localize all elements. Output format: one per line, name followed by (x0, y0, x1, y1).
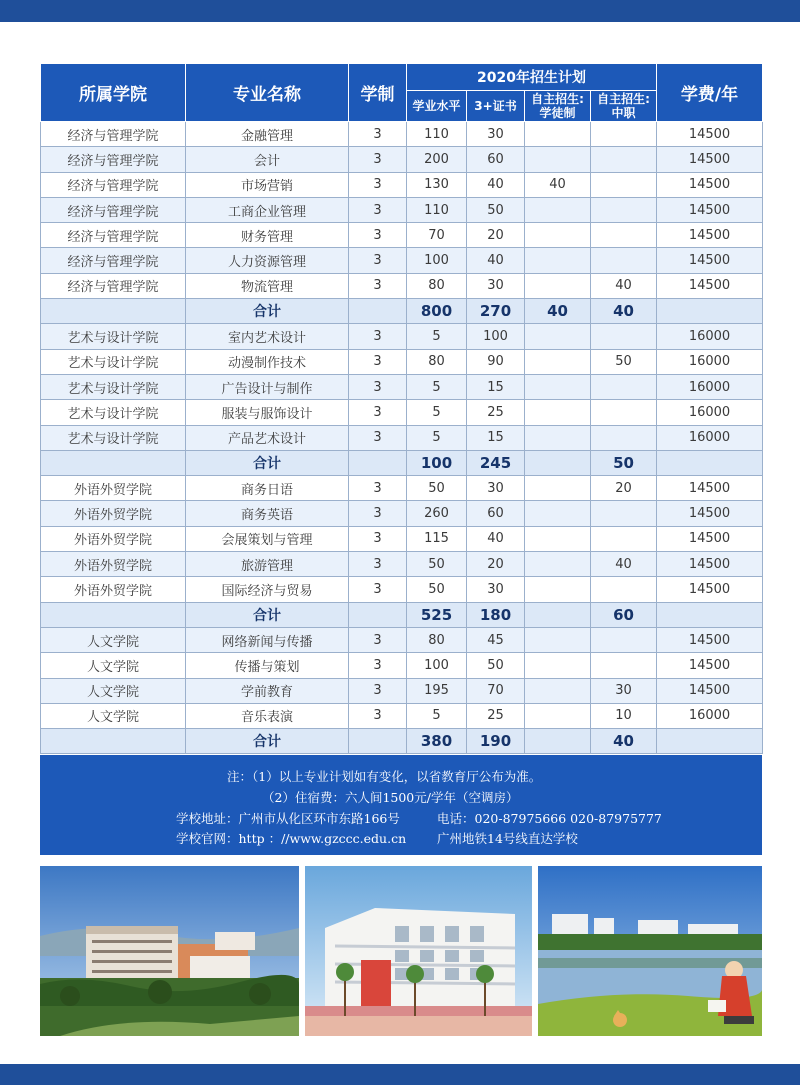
subtotal-cert: 180 (467, 602, 525, 627)
cell-empty (657, 602, 763, 627)
cell-cert: 15 (467, 374, 525, 399)
cell-fee: 14500 (657, 273, 763, 298)
table-row (41, 526, 763, 551)
cell-major: 财务管理 (186, 223, 349, 248)
cell-academic: 200 (407, 147, 467, 172)
cell-years: 3 (349, 476, 407, 501)
cell-major: 传播与策划 (186, 653, 349, 678)
cell-fee: 14500 (657, 223, 763, 248)
cell-apprenticeship (525, 425, 591, 450)
table-row (41, 678, 763, 703)
cell-cert: 25 (467, 703, 525, 728)
subtotal-apprenticeship: 40 (525, 299, 591, 324)
table-row (41, 400, 763, 425)
school-address: 学校地址：广州市从化区环市东路166号 (176, 811, 400, 826)
cell-apprenticeship (525, 526, 591, 551)
cell-apprenticeship (525, 476, 591, 501)
cell-apprenticeship (525, 653, 591, 678)
cell-major: 商务日语 (186, 476, 349, 501)
cell-apprenticeship (525, 349, 591, 374)
cell-vocational (591, 197, 657, 222)
cell-fee: 16000 (657, 324, 763, 349)
cell-years: 3 (349, 425, 407, 450)
subtotal-vocational: 50 (591, 450, 657, 475)
cell-cert: 25 (467, 400, 525, 425)
cell-major: 市场营销 (186, 172, 349, 197)
school-website: 学校官网：http ：//www.gzccc.edu.cn (176, 831, 407, 846)
cell-academic: 110 (407, 122, 467, 147)
cell-college: 艺术与设计学院 (41, 374, 186, 399)
table-row (41, 172, 763, 197)
cell-years: 3 (349, 172, 407, 197)
subtotal-vocational: 40 (591, 729, 657, 754)
cell-vocational (591, 425, 657, 450)
campus-photo-aerial (40, 866, 299, 1036)
cell-academic: 260 (407, 501, 467, 526)
notes-panel (40, 755, 762, 855)
cell-years: 3 (349, 273, 407, 298)
header-fee: 学费/年 (657, 64, 763, 122)
cell-apprenticeship (525, 374, 591, 399)
cell-vocational (591, 172, 657, 197)
cell-major: 工商企业管理 (186, 197, 349, 222)
cell-fee: 14500 (657, 653, 763, 678)
note-1: 注：（1）以上专业计划如有变化，以省教育厅公布为准。 (227, 769, 542, 784)
cell-cert: 90 (467, 349, 525, 374)
cell-years: 3 (349, 526, 407, 551)
cell-college: 人文学院 (41, 703, 186, 728)
subtotal-cert: 190 (467, 729, 525, 754)
cell-years: 3 (349, 374, 407, 399)
table-row (41, 349, 763, 374)
cell-empty (349, 450, 407, 475)
subtotal-label: 合计 (186, 450, 349, 475)
subtotal-apprenticeship (525, 450, 591, 475)
cell-cert: 30 (467, 122, 525, 147)
cell-apprenticeship (525, 627, 591, 652)
cell-college: 经济与管理学院 (41, 248, 186, 273)
cell-apprenticeship (525, 501, 591, 526)
campus-photo-building (305, 866, 532, 1036)
cell-cert: 20 (467, 223, 525, 248)
cell-major: 网络新闻与传播 (186, 627, 349, 652)
table-row (41, 273, 763, 298)
cell-vocational (591, 400, 657, 425)
cell-apprenticeship (525, 703, 591, 728)
cell-fee: 16000 (657, 400, 763, 425)
cell-academic: 110 (407, 197, 467, 222)
cell-years: 3 (349, 627, 407, 652)
subtotal-label: 合计 (186, 602, 349, 627)
cell-major: 广告设计与制作 (186, 374, 349, 399)
cell-college: 经济与管理学院 (41, 122, 186, 147)
table-row (41, 324, 763, 349)
cell-fee: 14500 (657, 627, 763, 652)
subtotal-label: 合计 (186, 729, 349, 754)
cell-college: 经济与管理学院 (41, 172, 186, 197)
enrollment-plan-table (40, 63, 763, 754)
cell-apprenticeship (525, 122, 591, 147)
cell-vocational (591, 653, 657, 678)
cell-cert: 30 (467, 577, 525, 602)
header-cert: 3+证书 (467, 91, 525, 122)
cell-cert: 60 (467, 147, 525, 172)
cell-major: 旅游管理 (186, 552, 349, 577)
cell-major: 音乐表演 (186, 703, 349, 728)
campus-photo-lake (538, 866, 762, 1036)
subtotal-row (41, 299, 763, 324)
table-row (41, 223, 763, 248)
cell-major: 服装与服饰设计 (186, 400, 349, 425)
header-vocational: 自主招生: 中职 (591, 91, 657, 122)
cell-major: 产品艺术设计 (186, 425, 349, 450)
cell-major: 会展策划与管理 (186, 526, 349, 551)
school-phone: 电话：020-87975666 020-87975777 (437, 811, 662, 826)
cell-vocational (591, 526, 657, 551)
cell-major: 会计 (186, 147, 349, 172)
cell-empty (657, 299, 763, 324)
table-row (41, 197, 763, 222)
cell-major: 国际经济与贸易 (186, 577, 349, 602)
subtotal-cert: 245 (467, 450, 525, 475)
cell-cert: 70 (467, 678, 525, 703)
cell-apprenticeship (525, 324, 591, 349)
cell-fee: 14500 (657, 248, 763, 273)
metro-info: 广州地铁14号线直达学校 (437, 831, 578, 846)
cell-academic: 50 (407, 476, 467, 501)
cell-college: 人文学院 (41, 653, 186, 678)
cell-major: 商务英语 (186, 501, 349, 526)
subtotal-vocational: 60 (591, 602, 657, 627)
cell-academic: 100 (407, 248, 467, 273)
cell-cert: 40 (467, 526, 525, 551)
cell-years: 3 (349, 197, 407, 222)
cell-years: 3 (349, 552, 407, 577)
cell-college: 艺术与设计学院 (41, 349, 186, 374)
cell-cert: 50 (467, 653, 525, 678)
cell-cert: 100 (467, 324, 525, 349)
cell-vocational: 50 (591, 349, 657, 374)
table-row (41, 122, 763, 147)
campus-photos (40, 866, 762, 1036)
table-row (41, 552, 763, 577)
cell-years: 3 (349, 577, 407, 602)
cell-vocational (591, 324, 657, 349)
cell-academic: 5 (407, 400, 467, 425)
cell-fee: 16000 (657, 703, 763, 728)
cell-cert: 60 (467, 501, 525, 526)
cell-fee: 14500 (657, 476, 763, 501)
subtotal-academic: 100 (407, 450, 467, 475)
cell-years: 3 (349, 223, 407, 248)
table-row (41, 501, 763, 526)
cell-cert: 20 (467, 552, 525, 577)
cell-college: 艺术与设计学院 (41, 400, 186, 425)
cell-college: 经济与管理学院 (41, 273, 186, 298)
cell-college: 人文学院 (41, 678, 186, 703)
cell-academic: 80 (407, 349, 467, 374)
cell-vocational: 20 (591, 476, 657, 501)
table-row (41, 147, 763, 172)
cell-empty (349, 299, 407, 324)
table-row (41, 577, 763, 602)
cell-years: 3 (349, 678, 407, 703)
table-row (41, 703, 763, 728)
table-row (41, 476, 763, 501)
cell-college: 外语外贸学院 (41, 501, 186, 526)
cell-fee: 14500 (657, 501, 763, 526)
cell-apprenticeship (525, 273, 591, 298)
header-apprenticeship: 自主招生: 学徒制 (525, 91, 591, 122)
cell-college: 人文学院 (41, 627, 186, 652)
cell-years: 3 (349, 703, 407, 728)
cell-academic: 50 (407, 552, 467, 577)
cell-cert: 40 (467, 172, 525, 197)
cell-empty (41, 729, 186, 754)
cell-college: 艺术与设计学院 (41, 425, 186, 450)
subtotal-row (41, 450, 763, 475)
cell-apprenticeship (525, 400, 591, 425)
cell-empty (41, 602, 186, 627)
cell-vocational (591, 577, 657, 602)
cell-cert: 30 (467, 273, 525, 298)
header-plan-title: 2020年招生计划 (407, 64, 657, 91)
cell-vocational: 40 (591, 273, 657, 298)
cell-apprenticeship (525, 678, 591, 703)
cell-fee: 14500 (657, 552, 763, 577)
cell-empty (41, 450, 186, 475)
cell-fee: 14500 (657, 577, 763, 602)
subtotal-row (41, 729, 763, 754)
subtotal-academic: 525 (407, 602, 467, 627)
cell-cert: 50 (467, 197, 525, 222)
table-row (41, 425, 763, 450)
header-college: 所属学院 (41, 64, 186, 122)
cell-years: 3 (349, 248, 407, 273)
cell-vocational: 30 (591, 678, 657, 703)
cell-college: 经济与管理学院 (41, 197, 186, 222)
cell-college: 外语外贸学院 (41, 476, 186, 501)
cell-college: 经济与管理学院 (41, 223, 186, 248)
header-years: 学制 (349, 64, 407, 122)
cell-fee: 14500 (657, 172, 763, 197)
table-row (41, 374, 763, 399)
top-band (0, 0, 800, 22)
cell-vocational (591, 248, 657, 273)
cell-college: 外语外贸学院 (41, 526, 186, 551)
cell-vocational (591, 223, 657, 248)
cell-apprenticeship (525, 552, 591, 577)
cell-academic: 5 (407, 324, 467, 349)
cell-college: 艺术与设计学院 (41, 324, 186, 349)
cell-cert: 15 (467, 425, 525, 450)
subtotal-row (41, 602, 763, 627)
cell-major: 金融管理 (186, 122, 349, 147)
cell-years: 3 (349, 653, 407, 678)
cell-academic: 100 (407, 653, 467, 678)
bottom-band (0, 1064, 800, 1085)
cell-college: 外语外贸学院 (41, 577, 186, 602)
cell-major: 动漫制作技术 (186, 349, 349, 374)
cell-vocational (591, 627, 657, 652)
cell-vocational: 40 (591, 552, 657, 577)
cell-college: 经济与管理学院 (41, 147, 186, 172)
cell-apprenticeship: 40 (525, 172, 591, 197)
subtotal-apprenticeship (525, 602, 591, 627)
cell-academic: 5 (407, 425, 467, 450)
cell-fee: 16000 (657, 425, 763, 450)
subtotal-academic: 800 (407, 299, 467, 324)
cell-years: 3 (349, 501, 407, 526)
cell-major: 学前教育 (186, 678, 349, 703)
cell-empty (657, 729, 763, 754)
cell-vocational (591, 147, 657, 172)
cell-academic: 5 (407, 703, 467, 728)
cell-vocational: 10 (591, 703, 657, 728)
cell-fee: 14500 (657, 147, 763, 172)
cell-academic: 115 (407, 526, 467, 551)
header-major: 专业名称 (186, 64, 349, 122)
cell-vocational (591, 374, 657, 399)
cell-academic: 130 (407, 172, 467, 197)
cell-fee: 14500 (657, 197, 763, 222)
cell-academic: 80 (407, 273, 467, 298)
cell-fee: 16000 (657, 374, 763, 399)
cell-academic: 50 (407, 577, 467, 602)
cell-college: 外语外贸学院 (41, 552, 186, 577)
cell-academic: 5 (407, 374, 467, 399)
cell-fee: 14500 (657, 122, 763, 147)
subtotal-vocational: 40 (591, 299, 657, 324)
cell-empty (657, 450, 763, 475)
subtotal-academic: 380 (407, 729, 467, 754)
cell-fee: 16000 (657, 349, 763, 374)
cell-empty (41, 299, 186, 324)
cell-empty (349, 729, 407, 754)
cell-cert: 45 (467, 627, 525, 652)
cell-years: 3 (349, 122, 407, 147)
cell-vocational (591, 501, 657, 526)
cell-years: 3 (349, 147, 407, 172)
header-academic: 学业水平 (407, 91, 467, 122)
subtotal-cert: 270 (467, 299, 525, 324)
subtotal-label: 合计 (186, 299, 349, 324)
cell-years: 3 (349, 349, 407, 374)
cell-academic: 195 (407, 678, 467, 703)
cell-apprenticeship (525, 147, 591, 172)
table-row (41, 653, 763, 678)
cell-fee: 14500 (657, 678, 763, 703)
cell-major: 室内艺术设计 (186, 324, 349, 349)
cell-cert: 30 (467, 476, 525, 501)
cell-empty (349, 602, 407, 627)
table-row (41, 248, 763, 273)
cell-years: 3 (349, 324, 407, 349)
cell-apprenticeship (525, 577, 591, 602)
cell-fee: 14500 (657, 526, 763, 551)
subtotal-apprenticeship (525, 729, 591, 754)
cell-apprenticeship (525, 197, 591, 222)
cell-cert: 40 (467, 248, 525, 273)
cell-academic: 70 (407, 223, 467, 248)
cell-years: 3 (349, 400, 407, 425)
cell-apprenticeship (525, 248, 591, 273)
cell-major: 物流管理 (186, 273, 349, 298)
table-body (41, 122, 763, 754)
cell-major: 人力资源管理 (186, 248, 349, 273)
cell-academic: 80 (407, 627, 467, 652)
note-2: （2）住宿费：六人间1500元/学年（空调房） (262, 790, 519, 805)
cell-apprenticeship (525, 223, 591, 248)
table-row (41, 627, 763, 652)
cell-vocational (591, 122, 657, 147)
